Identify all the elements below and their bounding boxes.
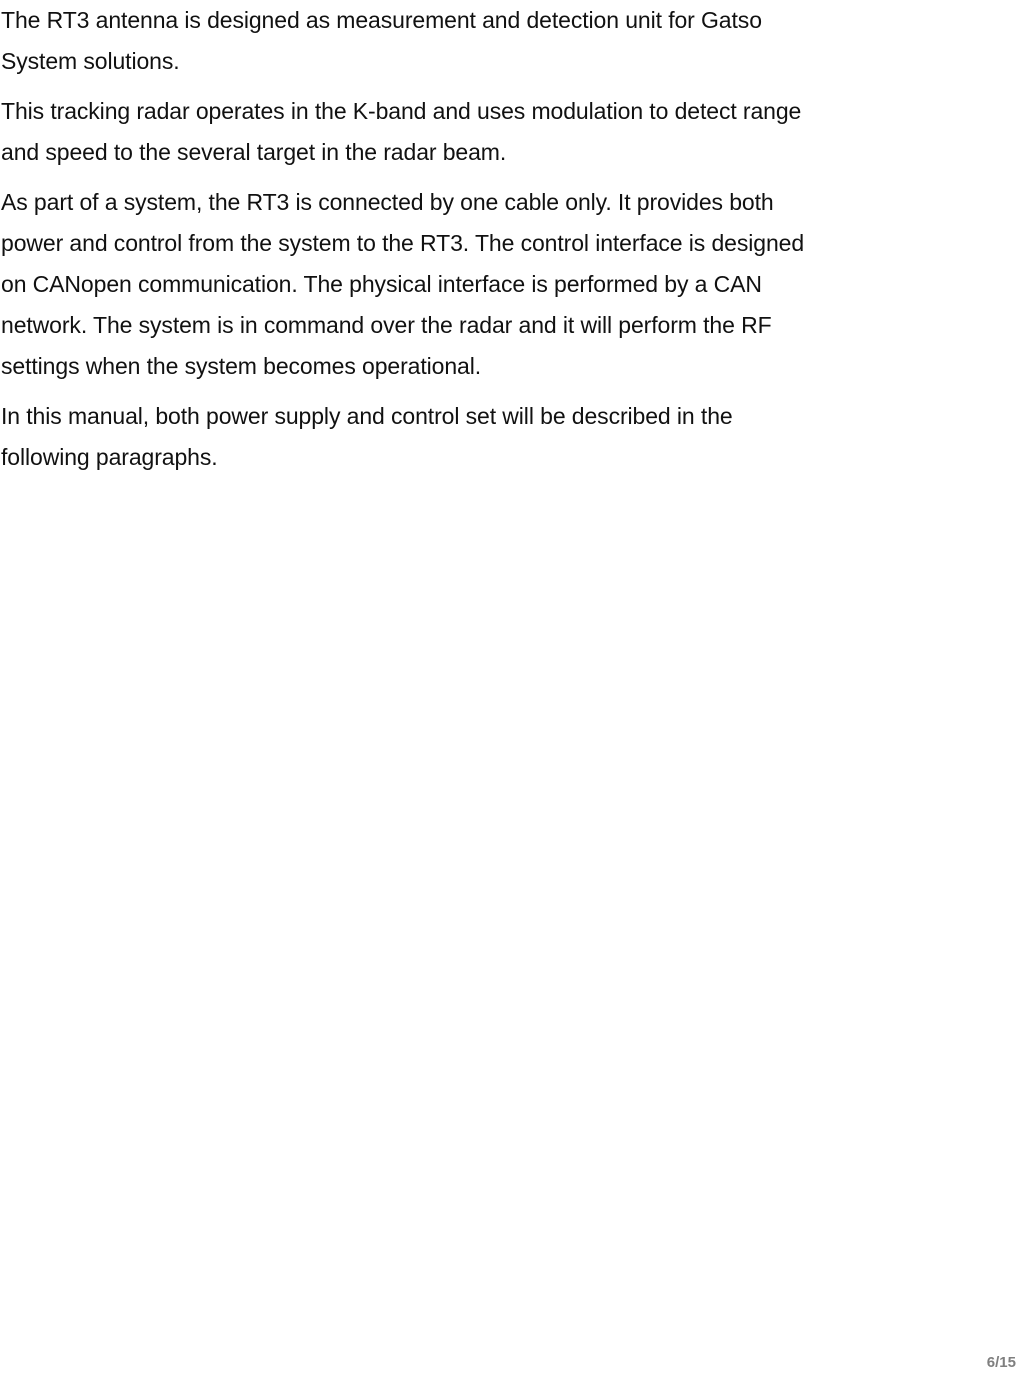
- paragraph-radar-band: This tracking radar operates in the K-band and uses modulation to detect range and speed to the several target in the radar beam.: [1, 98, 802, 165]
- paragraph-manual-scope: In this manual, both power supply and control set will be described in the following paragraphs.: [1, 403, 733, 470]
- paragraph-intro: The RT3 antenna is designed as measurement and detection unit for Gatso System solutions.: [1, 7, 762, 74]
- paragraph-system-interface: As part of a system, the RT3 is connected by one cable only. It provides both power and control from the system to the RT3. The control interface is designed on CANopen communication. The physical interface is performed by a CAN network. The system is in command over the radar and it will perform the RF settings when the system becomes operational.: [1, 189, 805, 379]
- document-body: [1, 0, 971, 478]
- page-number: 6/15: [986, 1354, 1016, 1371]
